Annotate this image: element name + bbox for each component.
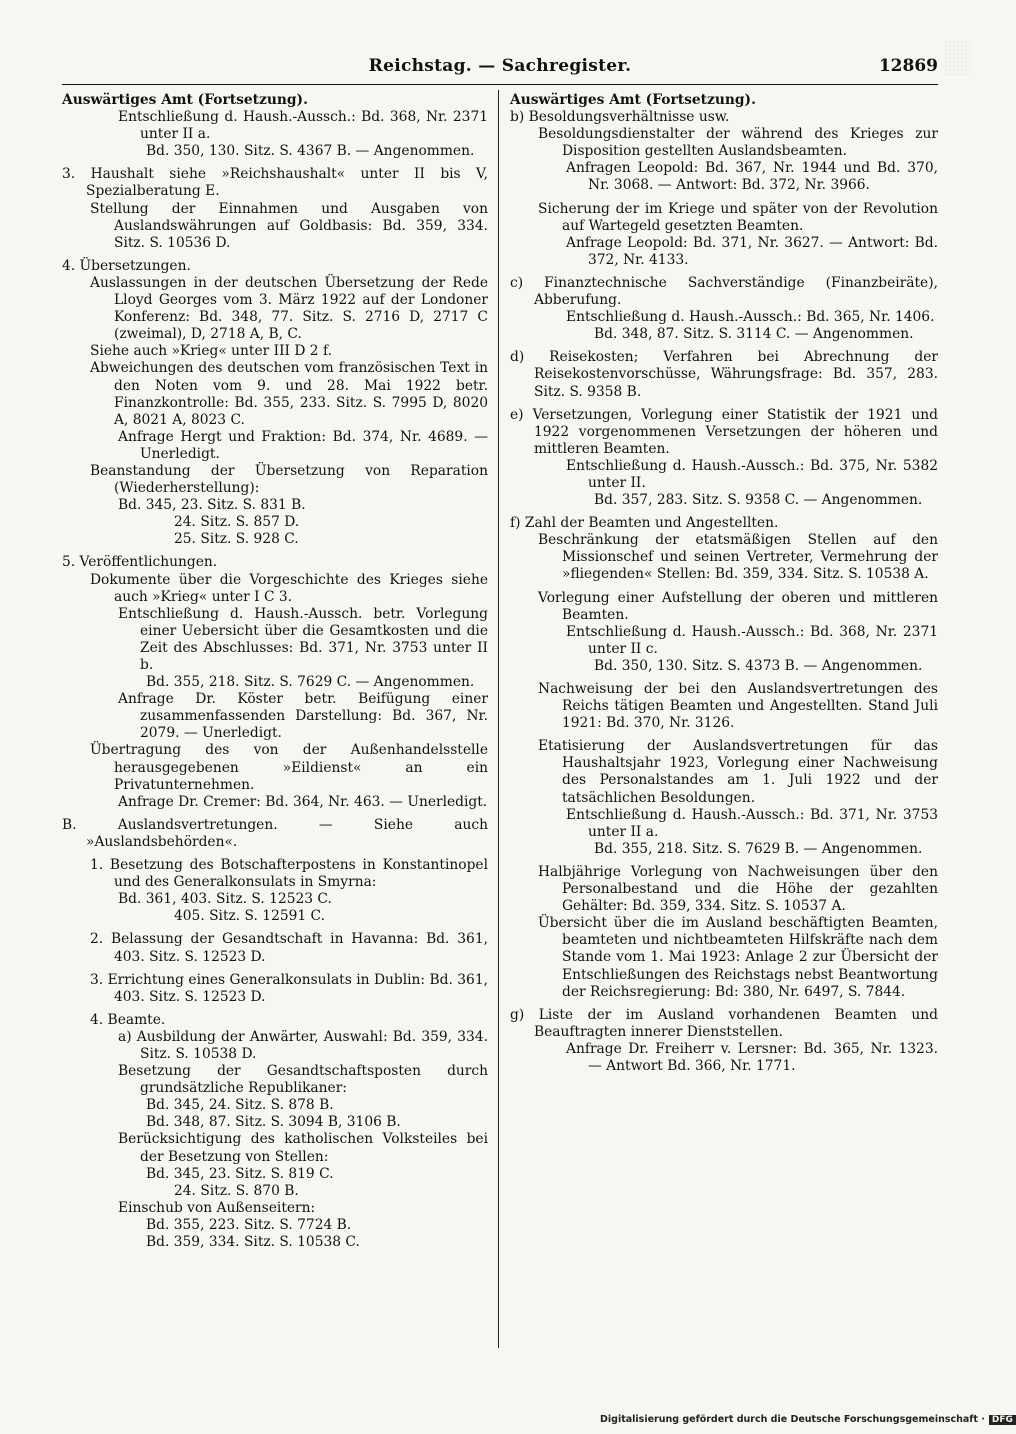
index-entry: b) Besoldungsverhältnisse usw.	[510, 109, 730, 126]
footer-text: Digitalisierung gefördert durch die Deutsche Forschungsgemeinschaft ·	[600, 1414, 985, 1425]
index-entry: Anfrage Dr. Cremer: Bd. 364, Nr. 463. — Unerledigt.	[118, 793, 488, 810]
index-entry: Beanstandung der Übersetzung von Reparation (Wiederherstellung):	[90, 462, 488, 497]
index-entry: Stellung der Einnahmen und Ausgaben von Auslandswährungen auf Goldbasis: Bd. 359, 334. Sitz. S. 10536 D.	[90, 200, 488, 251]
index-entry: Bd. 350, 130. Sitz. S. 4373 B. — Angenommen.	[594, 657, 923, 674]
index-entry: Bd. 348, 87. Sitz. S. 3114 C. — Angenommen.	[594, 326, 914, 343]
page-title: Reichstag. — Sachregister.	[368, 56, 632, 76]
index-entry: Übertragung des von der Außenhandelsstelle herausgegebenen »Eildienst« an ein Privatunternehmen.	[90, 742, 488, 793]
index-entry: Beschränkung der etatsmäßigen Stellen auf den Missionschef und seinen Vertreter, Vermehrung der »fliegenden« Stellen: Bd. 359, 334. Sitz. S. 10538 A.	[538, 532, 938, 583]
index-entry: Abweichungen des deutschen vom französischen Text in den Noten vom 9. und 28. Mai 1922 betr. Finanzkontrolle: Bd. 355, 233. Sitz. S. 7995 D, 8020 A, 8021 A, 8023 C.	[90, 360, 488, 428]
index-entry: Übersicht über die im Ausland beschäftigten Beamten, beamteten und nichtbeamteten Hilfskräfte nach dem Stande vom 1. Mai 1923: Anlage 2 zur Übersicht der Entschließungen des Reichstags nebst Beantwortung der Reichsregierung: Bd: 380, Nr. 6497, S. 7844.	[538, 915, 938, 1000]
header-rule	[62, 84, 938, 85]
index-entry: Siehe auch »Krieg« unter III D 2 f.	[90, 343, 332, 360]
left-column	[62, 92, 488, 1251]
index-entry: Halbjährige Vorlegung von Nachweisungen über den Personalbestand und die Höhe der gezahlten Gehälter: Bd. 359, 334. Sitz. S. 10537 A.	[538, 863, 938, 915]
page-header	[62, 56, 938, 82]
index-entry: Bd. 345, 23. Sitz. S. 831 B.	[118, 497, 306, 514]
index-entry: e) Versetzungen, Vorlegung einer Statistik der 1921 und 1922 vorgenommenen Versetzungen der höheren und mittleren Beamten.	[510, 406, 938, 457]
index-entry: Anfrage Dr. Freiherr v. Lersner: Bd. 365, Nr. 1323. — Antwort Bd. 366, Nr. 1771.	[566, 1040, 938, 1074]
index-entry: 4. Beamte.	[90, 1011, 166, 1028]
index-entry: Entschließung d. Haush.-Aussch.: Bd. 375, Nr. 5382 unter II.	[566, 457, 938, 491]
section-heading: Auswärtiges Amt (Fortsetzung).	[62, 92, 308, 108]
index-entry: Bd. 359, 334. Sitz. S. 10538 C.	[146, 1234, 360, 1250]
index-entry: Bd. 345, 23. Sitz. S. 819 C.	[146, 1165, 334, 1182]
index-entry: Bd. 348, 87. Sitz. S. 3094 B, 3106 B.	[146, 1114, 401, 1131]
index-entry: Besoldungsdienstalter der während des Krieges zur Disposition gestellten Auslandsbeamten.	[538, 126, 938, 160]
index-entry: B. Auslandsvertretungen. — Siehe auch »Auslandsbehörden«.	[62, 816, 488, 850]
dfg-logo: DFG	[989, 1415, 1016, 1425]
index-entry: Nachweisung der bei den Auslandsvertretungen des Reichs tätigen Beamten und Angestellten. Stand Juli 1921: Bd. 370, Nr. 3126.	[538, 681, 938, 732]
index-entry: Anfrage Leopold: Bd. 371, Nr. 3627. — Antwort: Bd. 372, Nr. 4133.	[566, 234, 938, 268]
scan-noise	[944, 40, 972, 76]
column-divider	[498, 90, 499, 1348]
index-entry: Bd. 350, 130. Sitz. S. 4367 B. — Angenommen.	[146, 143, 475, 160]
index-entry: Sicherung der im Kriege und später von der Revolution auf Wartegeld gesetzten Beamten.	[538, 200, 938, 234]
index-entry: Bd. 361, 403. Sitz. S. 12523 C.	[118, 891, 332, 908]
footer	[600, 1414, 1013, 1428]
index-entry: Entschließung d. Haush.-Aussch.: Bd. 368, Nr. 2371 unter II a.	[118, 109, 488, 143]
index-entry: Berücksichtigung des katholischen Volksteiles bei der Besetzung von Stellen:	[118, 1131, 488, 1165]
index-entry: Entschließung d. Haush.-Aussch.: Bd. 368, Nr. 2371 unter II c.	[566, 623, 938, 657]
index-entry: 1. Besetzung des Botschafterpostens in Konstantinopel und des Generalkonsulats in Smyrna:	[90, 857, 488, 891]
index-entry: 24. Sitz. S. 857 D.	[174, 514, 300, 531]
index-entry: Entschließung d. Haush.-Aussch. betr. Vorlegung einer Uebersicht über die Gesamtkosten und die Zeit des Abschlusses: Bd. 371, Nr. 3753 unter II b.	[118, 605, 488, 673]
index-entry: Anfrage Hergt und Fraktion: Bd. 374, Nr. 4689. — Unerledigt.	[118, 428, 488, 462]
index-entry: 5. Veröffentlichungen.	[62, 554, 218, 571]
index-entry: Auslassungen in der deutschen Übersetzung der Rede Lloyd Georges vom 3. März 1922 auf der Londoner Konferenz: Bd. 348, 77. Sitz. S. 2716 D, 2717 C (zweimal), D, 2718 A, B, C.	[90, 274, 488, 343]
index-entry: Dokumente über die Vorgeschichte des Krieges siehe auch »Krieg« unter I C 3.	[90, 571, 488, 605]
index-entry: Entschließung d. Haush.-Aussch.: Bd. 371, Nr. 3753 unter II a.	[566, 806, 938, 840]
index-entry: 4. Übersetzungen.	[62, 257, 191, 274]
index-entry: 3. Errichtung eines Generalkonsulats in Dublin: Bd. 361, 403. Sitz. S. 12523 D.	[90, 971, 488, 1005]
index-entry: Bd. 355, 218. Sitz. S. 7629 B. — Angenommen.	[594, 840, 923, 857]
index-entry: Bd. 357, 283. Sitz. S. 9358 C. — Angenommen.	[594, 492, 923, 509]
index-entry: Vorlegung einer Aufstellung der oberen und mittleren Beamten.	[538, 589, 938, 623]
index-entry: Anfrage Dr. Köster betr. Beifügung einer zusammenfassenden Darstellung: Bd. 367, Nr. 2079. — Unerledigt.	[118, 691, 488, 742]
index-entry: Einschub von Außenseitern:	[118, 1199, 316, 1216]
index-entry: Bd. 345, 24. Sitz. S. 878 B.	[146, 1097, 334, 1114]
index-entry: 25. Sitz. S. 928 C.	[174, 531, 299, 548]
index-entry: f) Zahl der Beamten und Angestellten.	[510, 515, 779, 532]
index-entry: 2. Belassung der Gesandtschaft in Havanna: Bd. 361, 403. Sitz. S. 12523 D.	[90, 931, 488, 965]
index-entry: Etatisierung der Auslandsvertretungen für das Haushaltsjahr 1923, Vorlegung einer Nachweisung des Personalstandes am 1. Juli 1922 und der tatsächlichen Besoldungen.	[538, 738, 938, 806]
index-entry: d) Reisekosten; Verfahren bei Abrechnung der Reisekostenvorschüsse, Währungsfrage: Bd. 357, 283. Sitz. S. 9358 B.	[510, 349, 938, 400]
index-entry: Bd. 355, 223. Sitz. S. 7724 B.	[146, 1216, 352, 1233]
index-entry: Bd. 355, 218. Sitz. S. 7629 C. — Angenommen.	[146, 674, 475, 691]
index-entry: a) Ausbildung der Anwärter, Auswahl: Bd. 359, 334. Sitz. S. 10538 D.	[118, 1028, 488, 1062]
index-entry: c) Finanztechnische Sachverständige (Finanzbeiräte), Abberufung.	[510, 274, 938, 309]
index-entry: Anfragen Leopold: Bd. 367, Nr. 1944 und Bd. 370, Nr. 3068. — Antwort: Bd. 372, Nr. 3966.	[566, 160, 938, 194]
page-number: 12869	[878, 56, 938, 76]
index-entry: 3. Haushalt siehe »Reichshaushalt« unter II bis V, Spezialberatung E.	[62, 166, 488, 200]
index-entry: Entschließung d. Haush.-Aussch.: Bd. 365, Nr. 1406.	[566, 309, 935, 326]
right-column	[510, 92, 938, 1075]
index-entry: Besetzung der Gesandtschaftsposten durch grundsätzliche Republikaner:	[118, 1063, 488, 1097]
index-entry: 405. Sitz. S. 12591 C.	[174, 908, 326, 925]
section-heading: Auswärtiges Amt (Fortsetzung).	[510, 92, 756, 108]
index-entry: g) Liste der im Ausland vorhandenen Beamten und Beauftragten innerer Dienststellen.	[510, 1006, 938, 1040]
index-entry: 24. Sitz. S. 870 B.	[174, 1182, 299, 1199]
